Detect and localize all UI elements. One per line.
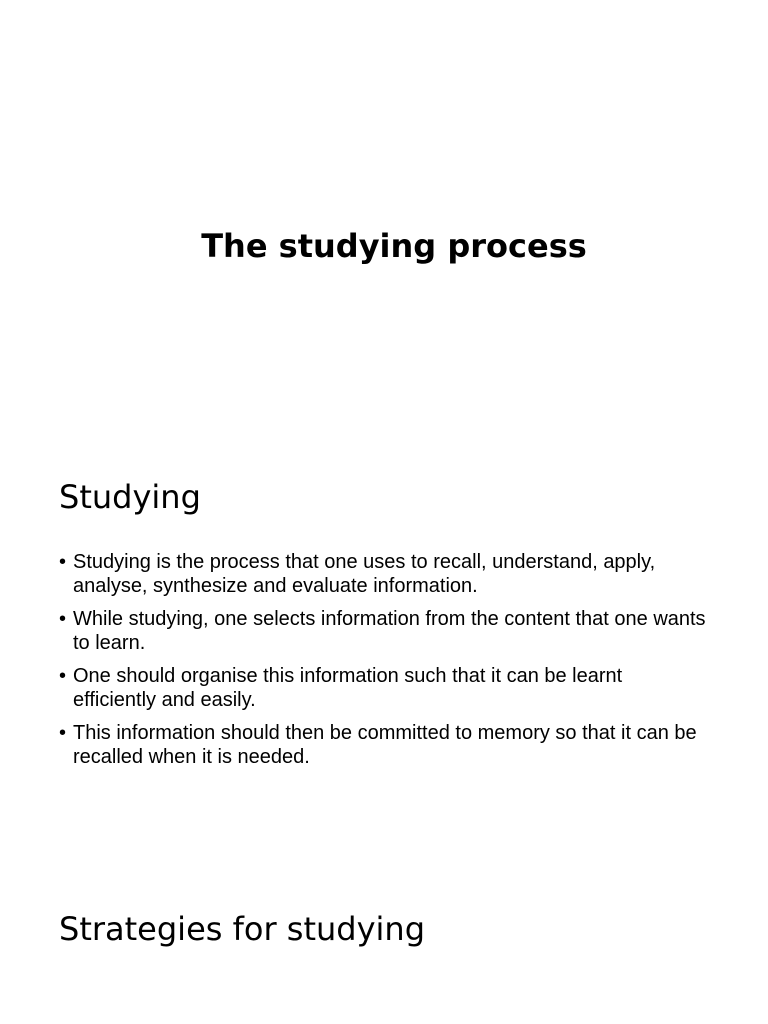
bullet-item <box>59 607 709 655</box>
bullet-dot: • <box>59 722 67 744</box>
bullet-dot: • <box>59 665 67 687</box>
bullet-text: While studying, one selects information from the content that one wants to learn. <box>73 608 706 654</box>
bullet-item <box>59 550 709 598</box>
page-title: The studying process <box>201 227 587 265</box>
bullet-text: This information should then be committed to memory so that it can be recalled when it is needed. <box>73 722 697 768</box>
section-heading-studying: Studying <box>59 478 201 516</box>
bullet-dot: • <box>59 608 67 630</box>
bullet-item <box>59 664 709 712</box>
bullet-text: One should organise this information such that it can be learnt efficiently and easily. <box>73 665 623 711</box>
studying-bullet-list <box>59 550 709 778</box>
bullet-text: Studying is the process that one uses to recall, understand, apply, analyse, synthesize and evaluate information. <box>73 551 656 597</box>
bullet-item <box>59 721 709 769</box>
section-heading-strategies: Strategies for studying <box>59 910 425 948</box>
bullet-dot: • <box>59 551 67 573</box>
